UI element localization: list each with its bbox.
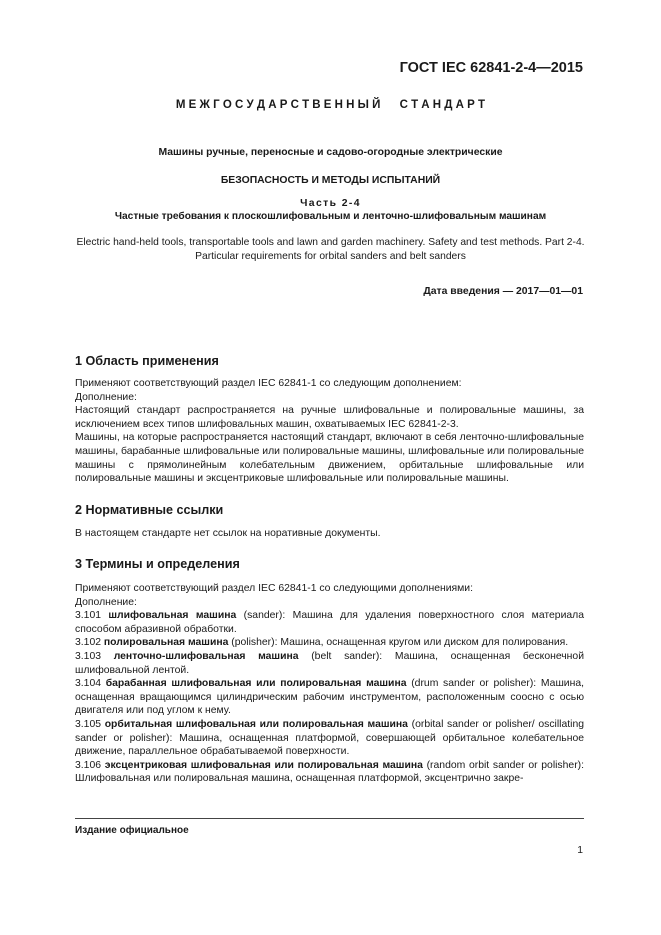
introduction-date: Дата введения — 2017—01—01: [423, 286, 583, 297]
title-line-3: Частные требования к плоскошлифовальным и ленточно-шлифовальным машинам: [114, 211, 547, 222]
term-number: 3.102: [75, 637, 102, 649]
paragraph: Дополнение:: [75, 391, 137, 403]
term-name: орбитальная шлифовальная или полировальная машина: [104, 718, 408, 730]
term-name: шлифовальная машина: [108, 610, 237, 622]
paragraph: Машины, на которые распространяется настоящий стандарт, включают в себя ленточно-шлифовальные машины, барабанные шлифовальные или полировальные машины, шлифовальные или полировальные машины с прямолинейным колебательным движением, орбитальные шлифовальные или полировальные машины и эксцентриковые шлифовальные или полировальные машины.: [75, 432, 584, 485]
section-1-heading: 1 Область применения: [75, 354, 219, 368]
term-entry: [75, 609, 584, 636]
term-number: 3.101: [75, 610, 102, 622]
section-2-heading: 2 Нормативные ссылки: [75, 503, 224, 517]
section-3-body: [75, 582, 584, 786]
term-number: 3.103: [75, 650, 102, 662]
paragraph: В настоящем стандарте нет ссылок на норативные документы.: [75, 528, 381, 539]
english-title: Electric hand-held tools, transportable tools and lawn and garden machinery. Safety and test methods. Part 2-4. Particular requirements for orbital sanders and belt sanders: [76, 237, 585, 262]
part-number: Часть 2-4: [300, 198, 361, 209]
term-number: 3.106: [75, 759, 102, 771]
term-entry: [75, 636, 584, 650]
section-3-heading: 3 Термины и определения: [75, 557, 240, 571]
term-name: ленточно-шлифовальная машина: [113, 650, 299, 662]
term-entry: [75, 759, 584, 786]
term-number: 3.105: [75, 718, 102, 730]
interstate-standard-banner: М Е Ж Г О С У Д А Р С Т В Е Н Н Ы Й С Т А Н Д А Р Т: [175, 99, 486, 111]
term-entry: [75, 677, 584, 718]
term-definition: (orbital sander or polisher/ oscillating sander or polisher): Машина, оснащенная платформой, совершающей орбитальное колебательное движение, параллельное обрабатываемой поверхности.: [75, 718, 584, 758]
section-1-body: [75, 377, 584, 486]
term-definition: (sander): Машина для удаления поверхностного слоя материала способом абразивной обработки.: [75, 610, 584, 635]
section-2-body: [75, 527, 584, 541]
title-line-2: БЕЗОПАСНОСТЬ И МЕТОДЫ ИСПЫТАНИЙ: [220, 175, 441, 186]
footer-divider: [75, 818, 584, 819]
term-entry: [75, 718, 584, 759]
edition-label: Издание официальное: [75, 825, 189, 836]
title-line-1: Машины ручные, переносные и садово-огородные электрические: [158, 147, 503, 158]
term-name: эксцентриковая шлифовальная или полировальная машина: [104, 759, 423, 771]
term-entry: [75, 650, 584, 677]
term-definition: (belt sander): Машина, оснащенная бесконечной шлифовальной лентой.: [75, 650, 585, 676]
term-definition: (drum sander or polisher): Машина, оснащенная вращающимся цилиндрическим рабочим инструментом, расположенным соосно с осью двигателя или под углом к нему.: [75, 678, 584, 717]
term-name: барабанная шлифовальная или полировальная машина: [105, 678, 407, 690]
page-number: 1: [577, 845, 583, 856]
term-definition: (random orbit sander or polisher): Шлифовальная или полировальная машина, оснащенная платформой, эксцентрично закре-: [75, 759, 584, 785]
paragraph: Настоящий стандарт распространяется на ручные шлифовальные и полировальные машины, за исключением всех типов шлифовальных машин, охватываемых IEC 62841-2-3.: [75, 405, 584, 430]
paragraph: Дополнение:: [75, 596, 137, 608]
term-definition: (polisher): Машина, оснащенная кругом или диском для полирования.: [228, 637, 569, 649]
paragraph: Применяют соответствующий раздел IEC 62841-1 со следующим дополнением:: [75, 378, 462, 389]
standard-code: ГОСТ IEC 62841-2-4—2015: [399, 60, 583, 76]
term-number: 3.104: [75, 678, 102, 690]
paragraph: Применяют соответствующий раздел IEC 62841-1 со следующими дополнениями:: [75, 583, 473, 594]
term-name: полировальная машина: [103, 637, 229, 649]
